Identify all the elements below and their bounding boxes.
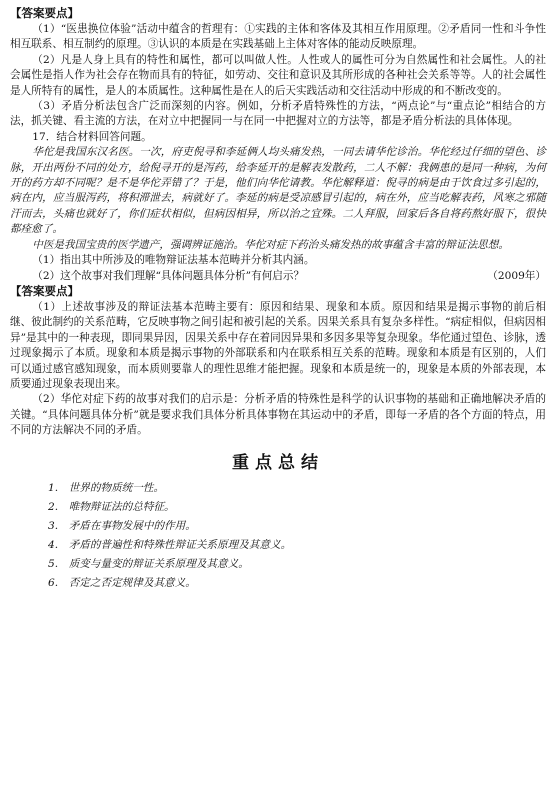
list-item: 1. 世界的物质统一性。 [48, 481, 165, 494]
answer-paragraph: （2）华佗对症下药的故事对我们的启示是：分析矛盾的特殊性是科学的认识事物的基础和正确地解决矛盾的关键。“具体问题具体分析”就是要求我们具体分析具体事物在其运动中的矛盾，即每一矛盾的各个方面的特点，用不同的方法解决不同的矛盾。 [10, 393, 546, 437]
material-paragraph: 华佗是我国东汉名医。一次，府吏倪寻和李延俩人均头痛发热，一同去请华佗诊治。华佗经过仔细的望色、诊脉，开出两份不同的处方，给倪寻开的是泻药，给李延开的是解表发散药，二人不解：我俩患的是同一种病，为何开的药方却不同呢？是不是华佗弄错了？于是，他们向华佗请教。华佗解释道：倪寻的病是由于饮食过多引起的，病在内，应当服泻药，将积滞泄去，病就好了。李延的病是受凉感冒引起的，病在外，应当吃解表药，风寒之邪随汗而去，头痛也就好了，你们症状相似，但病因相异，所以治之宜殊。二人拜服，回家后各自将药熬好服下，很快都痊愈了。 [10, 146, 546, 236]
sub-question-2: （2）这个故事对我们理解“具体问题具体分析”有何启示？ [32, 269, 305, 282]
list-item: 3. 矛盾在事物发展中的作用。 [48, 519, 196, 532]
answer-paragraph: （3）矛盾分析法包含广泛而深刻的内容。例如，分析矛盾特殊性的方法，“两点论”与“重点论”相结合的方法，抓关键、看主流的方法，在对立中把握同一与在同一中把握对立的方法等，都是矛盾分析法的具体体现。 [10, 100, 546, 128]
answer-paragraph: （1）上述故事涉及的辩证法基本范畴主要有：原因和结果、现象和本质。原因和结果是揭示事物的前后相继、彼此制约的关系范畴，它反映事物之间引起和被引起的关系。因果关系具有复杂多样性。“病症相似，但病因相异”是其中的一种表现，即同果异因，因果关系中存在着同因异果和多因多果等复杂现象。华佗通过望色、诊脉，透过现象揭示了本质。现象和本质是揭示事物的外部联系和内在联系相互关系的范畴。现象和本质是有区别的，人们可以通过感官感知现象，而本质则要靠人的理性思维才能把握。现象和本质是统一的，现象是本质的外部表现，本质要通过现象表现出来。 [10, 300, 546, 390]
sub-question-1: （1）指出其中所涉及的唯物辩证法基本范畴并分析其内涵。 [32, 254, 315, 267]
list-item: 2. 唯物辩证法的总特征。 [48, 500, 175, 513]
list-item: 6. 否定之否定规律及其意义。 [48, 576, 196, 589]
answer-key-tag-2: 【答案要点】 [10, 283, 79, 298]
answer-key-tag: 【答案要点】 [10, 6, 79, 20]
question-title: 17．结合材料回答问题。 [32, 130, 152, 143]
summary-heading: 重点总结 [232, 452, 324, 473]
list-item: 4. 矛盾的普遍性和特殊性辩证关系原理及其意义。 [48, 538, 292, 551]
answer-paragraph: （2）凡是人身上具有的特性和属性，都可以叫做人性。人性或人的属性可分为自然属性和社会属性。人的社会属性是指人作为社会存在物而具有的特征，如劳动、交往和意识及其所形成的各种社会关系等等。人的社会属性是人所特有的属性，是人的本质属性。这种属性是在人的后天实践活动和交往活动中形成的和不断改变的。 [10, 53, 546, 97]
summary-list [10, 479, 546, 593]
question-year: （2009年） [487, 269, 546, 282]
material-paragraph: 中医是我国宝贵的医学遗产，强调辨证施治。华佗对症下药治头痛发热的故事蕴含丰富的辩证法思想。 [32, 238, 509, 251]
sub-question-2-line [10, 269, 546, 284]
answer-paragraph: （1）“医患换位体验”活动中蕴含的哲理有：①实践的主体和客体及其相互作用原理。②矛盾同一性和斗争性相互联系、相互制约的原理。③认识的本质是在实践基础上主体对客体的能动反映原理。 [10, 23, 546, 51]
list-item: 5. 质变与量变的辩证关系原理及其意义。 [48, 557, 249, 570]
